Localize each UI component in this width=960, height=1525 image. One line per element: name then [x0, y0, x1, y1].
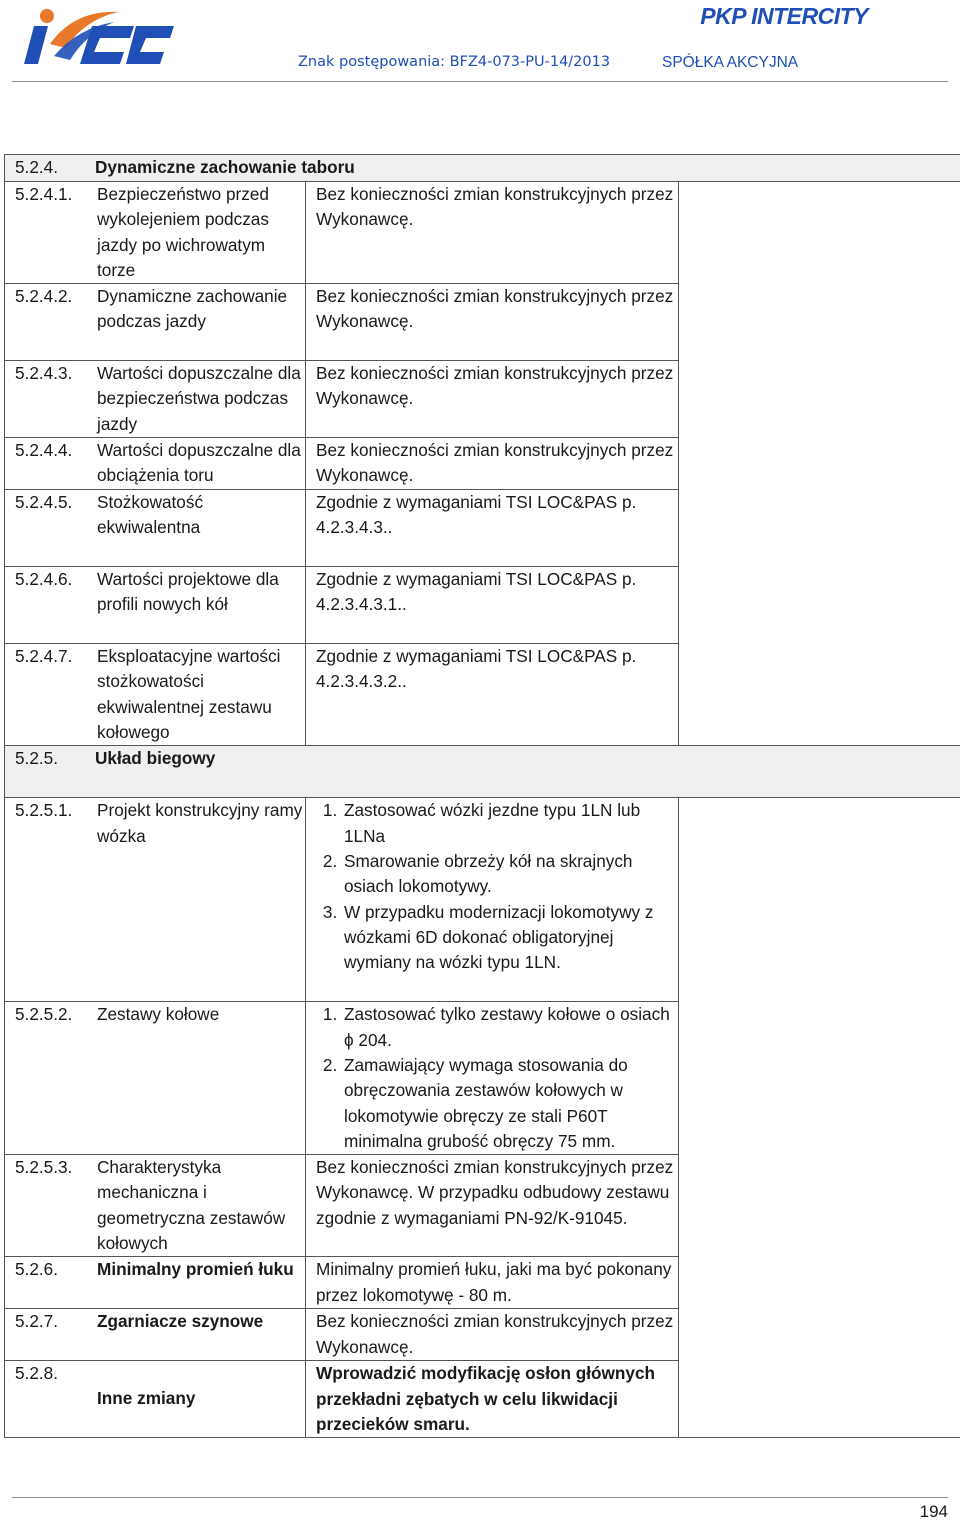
row-title: Eksploatacyjne wartości stożkowatości ekwiwalentnej zestawu kołowego	[97, 646, 281, 743]
row-description: Zgodnie z wymaganiami TSI LOC&PAS p. 4.2.3.4.3.1..	[306, 567, 679, 644]
list-item: 2. Zamawiający wymaga stosowania do obręczowania zestawów kołowych w lokomotywie obręczy ze stali P60T minimalna grubość obręczy 75 mm.	[342, 1053, 678, 1154]
row-title: Inne zmiany	[97, 1388, 196, 1409]
row-number: 5.2.5.1.	[15, 800, 73, 821]
row-number: 5.2.8.	[15, 1363, 59, 1384]
row-number: 5.2.5.2.	[15, 1004, 73, 1025]
row-description: Bez konieczności zmian konstrukcyjnych przez Wykonawcę.	[306, 438, 679, 490]
header-divider	[12, 81, 948, 82]
row-title: Stożkowatość ekwiwalentna	[97, 492, 204, 538]
row-number: 5.2.4.3.	[15, 363, 73, 384]
row-number: 5.2.4.6.	[15, 569, 73, 590]
row-description: Bez konieczności zmian konstrukcyjnych przez Wykonawcę.	[306, 1309, 679, 1361]
row-number: 5.2.4.7.	[15, 646, 73, 667]
row-description: Zgodnie z wymaganiami TSI LOC&PAS p. 4.2.3.4.3..	[306, 490, 679, 567]
row-number: 5.2.4.	[15, 157, 59, 177]
page-number: 194	[919, 1502, 948, 1521]
row-number: 5.2.7.	[15, 1311, 59, 1332]
footer-divider	[12, 1497, 948, 1498]
row-description	[306, 1002, 679, 1155]
row-description: Zgodnie z wymaganiami TSI LOC&PAS p. 4.2.3.4.3.2..	[306, 644, 679, 746]
row-number: 5.2.5.3.	[15, 1157, 73, 1178]
row-number: 5.2.4.4.	[15, 440, 73, 461]
section-title: Dynamiczne zachowanie taboru	[95, 157, 355, 177]
row-description: Bez konieczności zmian konstrukcyjnych przez Wykonawcę. W przypadku odbudowy zestawu zgodnie z wymaganiami PN-92/K-91045.	[306, 1155, 679, 1257]
empty-cell	[679, 182, 960, 746]
row-number: 5.2.4.1.	[15, 184, 73, 204]
row-title: Minimalny promień łuku	[97, 1259, 294, 1280]
procurement-reference: Znak postępowania: BFZ4-073-PU-14/2013	[298, 54, 611, 70]
table-row	[5, 182, 960, 284]
empty-cell	[679, 798, 960, 1438]
section-title: Układ biegowy	[95, 748, 216, 769]
company-type: SPÓŁKA AKCYJNA	[662, 54, 799, 71]
row-description: Bez konieczności zmian konstrukcyjnych przez Wykonawcę.	[306, 361, 679, 438]
row-title: Zgarniacze szynowe	[97, 1311, 264, 1332]
list-item: 1. Zastosować tylko zestawy kołowe o osiach ϕ 204.	[342, 1002, 678, 1053]
row-description	[306, 798, 679, 1002]
row-title: Wartości dopuszczalne dla obciążenia toru	[97, 440, 301, 486]
row-title: Projekt konstrukcyjny ramy wózka	[97, 800, 303, 846]
page-header	[0, 0, 960, 90]
requirements-list	[306, 798, 678, 975]
intercity-logo-icon	[14, 4, 176, 68]
row-title: Zestawy kołowe	[97, 1004, 220, 1025]
requirements-list	[306, 1002, 678, 1154]
row-description: Wprowadzić modyfikację osłon głównych przekładni zębatych w celu likwidacji przecieków smaru.	[306, 1361, 679, 1438]
row-number: 5.2.4.5.	[15, 492, 73, 513]
row-title: Dynamiczne zachowanie podczas jazdy	[97, 286, 288, 332]
list-item: 3. W przypadku modernizacji lokomotywy z wózkami 6D dokonać obligatoryjnej wymiany na wózki typu 1LN.	[342, 900, 678, 976]
specification-table	[4, 154, 960, 1438]
row-title: Wartości dopuszczalne dla bezpieczeństwa podczas jazdy	[97, 363, 301, 434]
row-title: Charakterystyka mechaniczna i geometryczna zestawów kołowych	[97, 1157, 286, 1254]
row-number: 5.2.6.	[15, 1259, 59, 1280]
brand-name: PKP INTERCITY	[700, 3, 868, 29]
row-number: 5.2.4.2.	[15, 286, 73, 307]
row-description: Minimalny promień łuku, jaki ma być pokonany przez lokomotywę - 80 m.	[306, 1257, 679, 1309]
row-description: Bez konieczności zmian konstrukcyjnych przez Wykonawcę.	[306, 182, 679, 284]
list-item: 1. Zastosować wózki jezdne typu 1LN lub 1LNa	[342, 798, 678, 849]
row-title: Wartości projektowe dla profili nowych kół	[97, 569, 279, 615]
row-description: Bez konieczności zmian konstrukcyjnych przez Wykonawcę.	[306, 284, 679, 361]
row-title: Bezpieczeństwo przed wykolejeniem podczas jazdy po wichrowatym torze	[97, 184, 269, 280]
section-row-dynamics	[5, 155, 960, 182]
section-row-running-gear	[5, 746, 960, 798]
row-number: 5.2.5.	[15, 748, 59, 769]
table-row	[5, 798, 960, 1002]
list-item: 2. Smarowanie obrzeży kół na skrajnych osiach lokomotywy.	[342, 849, 678, 900]
